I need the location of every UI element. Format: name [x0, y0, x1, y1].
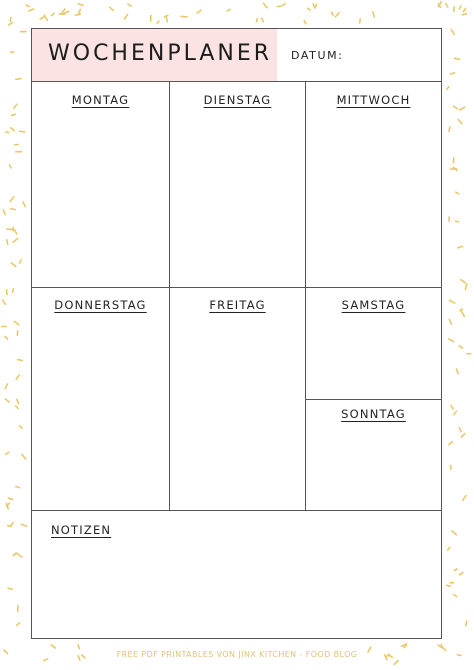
- confetti-sprinkle: [197, 10, 201, 13]
- confetti-sprinkle: [466, 621, 467, 625]
- confetti-sprinkle: [282, 4, 285, 6]
- confetti-sprinkle: [20, 426, 23, 428]
- confetti-sprinkle: [181, 16, 187, 17]
- confetti-sprinkle: [125, 14, 128, 19]
- confetti-sprinkle: [7, 290, 8, 295]
- confetti-sprinkle: [16, 375, 19, 379]
- confetti-sprinkle: [315, 4, 316, 7]
- notes-divider: [32, 510, 441, 511]
- confetti-sprinkle: [450, 300, 455, 303]
- vertical-divider-right: [305, 81, 306, 510]
- confetti-sprinkle: [450, 73, 454, 74]
- confetti-sprinkle: [454, 411, 457, 415]
- weekend-divider: [305, 399, 441, 400]
- confetti-sprinkle: [394, 661, 398, 665]
- confetti-sprinkle: [78, 645, 80, 649]
- confetti-sprinkle: [17, 554, 22, 557]
- confetti-sprinkle: [110, 7, 114, 10]
- confetti-sprinkle: [462, 312, 465, 317]
- confetti-sprinkle: [16, 406, 18, 408]
- confetti-sprinkle: [5, 399, 9, 402]
- day-label-monday: MONTAG: [71, 93, 130, 107]
- row-divider-1: [32, 287, 441, 288]
- confetti-sprinkle: [462, 14, 466, 15]
- day-label-thursday: DONNERSTAG: [54, 298, 147, 312]
- confetti-sprinkle: [64, 11, 69, 13]
- confetti-sprinkle: [9, 165, 11, 168]
- confetti-sprinkle: [21, 524, 27, 526]
- day-label-tuesday: DIENSTAG: [203, 93, 272, 107]
- confetti-sprinkle: [3, 300, 6, 304]
- confetti-sprinkle: [7, 240, 8, 245]
- confetti-sprinkle: [460, 573, 463, 575]
- confetti-sprinkle: [451, 30, 454, 35]
- confetti-sprinkle: [463, 9, 465, 12]
- confetti-sprinkle: [465, 284, 467, 290]
- confetti-sprinkle: [17, 623, 20, 626]
- confetti-sprinkle: [456, 221, 459, 222]
- confetti-sprinkle: [460, 309, 463, 310]
- confetti-sprinkle: [51, 13, 54, 15]
- confetti-sprinkle: [335, 13, 339, 17]
- confetti-sprinkle: [10, 197, 14, 202]
- confetti-sprinkle: [451, 169, 457, 170]
- confetti-sprinkle: [44, 15, 47, 20]
- confetti-sprinkle: [459, 428, 461, 432]
- confetti-sprinkle: [454, 595, 457, 597]
- confetti-sprinkle: [458, 120, 462, 124]
- confetti-sprinkle: [9, 22, 12, 25]
- confetti-sprinkle: [331, 12, 333, 15]
- confetti-sprinkle: [457, 369, 459, 374]
- vertical-divider-left: [169, 81, 170, 510]
- confetti-sprinkle: [454, 7, 455, 11]
- confetti-sprinkle: [11, 209, 16, 210]
- confetti-sprinkle: [455, 58, 460, 59]
- confetti-sprinkle: [447, 87, 449, 90]
- confetti-sprinkle: [23, 202, 25, 207]
- confetti-sprinkle: [166, 16, 167, 22]
- confetti-sprinkle: [463, 496, 466, 501]
- confetti-sprinkle: [11, 114, 15, 115]
- confetti-sprinkle: [449, 319, 451, 324]
- confetti-sprinkle: [313, 4, 315, 8]
- confetti-sprinkle: [278, 6, 282, 7]
- confetti-sprinkle: [20, 260, 22, 263]
- day-label-friday: FREITAG: [209, 298, 266, 312]
- day-label-saturday: SAMSTAG: [341, 298, 406, 312]
- day-label-wednesday: MITTWOCH: [336, 93, 411, 107]
- confetti-sprinkle: [13, 239, 18, 243]
- confetti-sprinkle: [256, 19, 257, 22]
- confetti-sprinkle: [3, 210, 5, 215]
- page-title: WOCHENPLANER: [48, 41, 273, 66]
- confetti-sprinkle: [460, 107, 465, 110]
- confetti-sprinkle: [304, 21, 306, 24]
- confetti-sprinkle: [460, 6, 461, 9]
- confetti-sprinkle: [227, 9, 230, 11]
- confetti-sprinkle: [78, 4, 83, 5]
- confetti-sprinkle: [10, 18, 11, 22]
- confetti-sprinkle: [14, 230, 16, 234]
- confetti-sprinkle: [13, 553, 16, 556]
- title-box: [32, 29, 277, 81]
- footer-credit: FREE PDF PRINTABLES VON JINX KITCHEN - FOOD BLOG: [116, 650, 358, 659]
- confetti-sprinkle: [14, 145, 18, 146]
- notes-label: NOTIZEN: [51, 523, 112, 537]
- confetti-sprinkle: [462, 434, 465, 437]
- confetti-sprinkle: [22, 455, 26, 460]
- confetti-sprinkle: [449, 442, 452, 445]
- confetti-sprinkle: [17, 331, 18, 335]
- day-label-sunday: SONNTAG: [341, 407, 406, 421]
- confetti-sprinkle: [447, 585, 451, 586]
- confetti-sprinkle: [446, 4, 448, 7]
- confetti-sprinkle: [14, 104, 17, 108]
- confetti-sprinkle: [456, 192, 459, 194]
- confetti-sprinkle: [458, 246, 463, 247]
- confetti-sprinkle: [263, 3, 267, 8]
- confetti-sprinkle: [16, 79, 21, 80]
- confetti-sprinkle: [461, 280, 465, 283]
- confetti-sprinkle: [13, 289, 14, 293]
- confetti-sprinkle: [16, 487, 20, 488]
- confetti-sprinkle: [452, 531, 456, 535]
- confetti-sprinkle: [157, 21, 159, 23]
- confetti-sprinkle: [449, 339, 454, 342]
- confetti-sprinkle: [128, 4, 131, 6]
- confetti-sprinkle: [11, 263, 16, 267]
- confetti-sprinkle: [26, 5, 29, 7]
- confetti-sprinkle: [373, 12, 375, 17]
- confetti-sprinkle: [451, 406, 453, 410]
- confetti-sprinkle: [262, 18, 264, 22]
- confetti-sprinkle: [360, 19, 361, 23]
- confetti-sprinkle: [5, 336, 8, 339]
- confetti-sprinkle: [6, 452, 9, 454]
- confetti-sprinkle: [448, 547, 450, 550]
- confetti-sprinkle: [454, 106, 458, 109]
- planner-sheet: [31, 28, 442, 639]
- confetti-sprinkle: [44, 659, 48, 661]
- confetti-sprinkle: [459, 346, 462, 349]
- confetti-sprinkle: [308, 8, 311, 10]
- confetti-sprinkle: [11, 128, 15, 131]
- confetti-sprinkle: [18, 360, 23, 361]
- confetti-sprinkle: [11, 523, 14, 527]
- confetti-sprinkle: [29, 9, 34, 11]
- confetti-sprinkle: [449, 127, 450, 131]
- confetti-sprinkle: [51, 645, 55, 648]
- confetti-sprinkle: [8, 588, 12, 589]
- planner-header: [32, 29, 441, 82]
- confetti-sprinkle: [9, 498, 13, 500]
- confetti-sprinkle: [40, 17, 44, 19]
- confetti-sprinkle: [454, 569, 457, 571]
- confetti-sprinkle: [17, 400, 19, 404]
- confetti-sprinkle: [11, 52, 14, 53]
- confetti-sprinkle: [14, 322, 18, 325]
- confetti-sprinkle: [20, 131, 25, 132]
- confetti-sprinkle: [8, 525, 11, 526]
- date-field-label: DATUM:: [291, 49, 344, 62]
- confetti-sprinkle: [5, 384, 7, 389]
